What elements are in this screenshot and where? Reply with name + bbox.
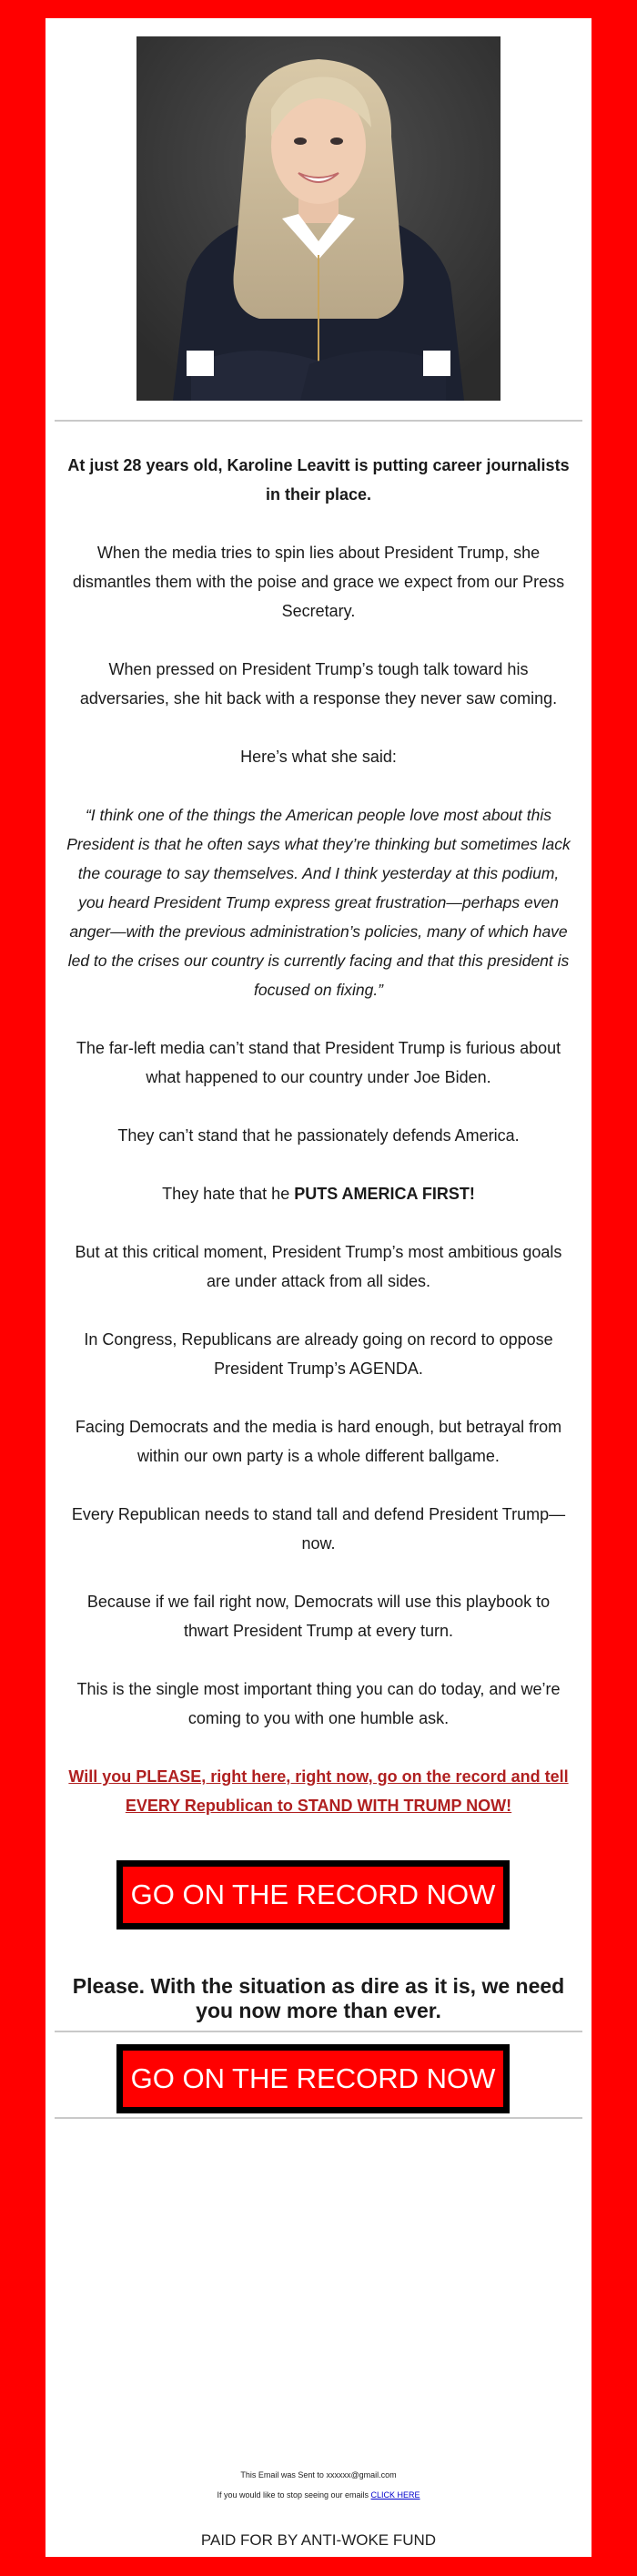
paragraph: But at this critical moment, President Trump’s most ambitious goals are under attack from all sides. — [75, 1243, 562, 1290]
paragraph: Facing Democrats and the media is hard enough, but betrayal from within our own party is a whole different ballgame. — [75, 1418, 562, 1465]
paragraph: Here’s what she said: — [240, 748, 397, 766]
divider-middle — [55, 2031, 582, 2032]
paragraph-prefix: They hate that he — [162, 1185, 295, 1203]
unsubscribe-prefix: If you would like to stop seeing our emails — [217, 2490, 371, 2500]
portrait-illustration — [136, 36, 500, 401]
divider-bottom — [55, 2117, 582, 2119]
email-body — [64, 451, 573, 1849]
go-on-record-button-secondary[interactable]: GO ON THE RECORD NOW — [118, 2046, 508, 2112]
hero-portrait-image — [136, 36, 500, 401]
paragraph-america-first — [64, 1179, 573, 1208]
cta-paragraph — [64, 1762, 573, 1820]
paragraph: When the media tries to spin lies about President Trump, she dismantles them with the poise and grace we expect from our Press Secretary. — [72, 544, 565, 620]
email-card — [46, 18, 592, 2557]
paragraph: When pressed on President Trump’s tough talk toward his adversaries, she hit back with a response they never saw coming. — [79, 660, 558, 708]
paragraph: In Congress, Republicans are already going on record to oppose President Trump’s AGENDA. — [84, 1330, 553, 1378]
america-first-emphasis: PUTS AMERICA FIRST! — [294, 1185, 475, 1203]
paid-for-disclaimer: PAID FOR BY ANTI-WOKE FUND — [200, 2531, 437, 2549]
paragraph: They can’t stand that he passionately defends America. — [117, 1126, 520, 1145]
paragraph: Because if we fail right now, Democrats will use this playbook to thwart President Trump at every turn. — [86, 1593, 551, 1640]
divider-top — [55, 420, 582, 422]
unsubscribe-link[interactable]: CLICK HERE — [370, 2490, 420, 2500]
paragraph: This is the single most important thing you can do today, and we’re coming to you with one humble ask. — [76, 1680, 561, 1727]
footer-unsubscribe — [46, 2490, 592, 2500]
go-on-record-button-primary[interactable]: GO ON THE RECORD NOW — [118, 1862, 508, 1928]
press-quote: “I think one of the things the American people love most about this President is that he often says what they’re thinking but sometimes lack the courage to say themselves. And I think yesterday at this podium, you heard President Trump express great frustration—perhaps even anger—with the previous administration’s policies, many of which have led to the crises our country is currently facing and that this president is focused on fixing.” — [66, 806, 571, 999]
footer-sent-to: This Email was Sent to xxxxxx@gmail.com — [240, 2470, 397, 2479]
plea-heading: Please. With the situation as dire as it is, we need you now more than ever. — [72, 1974, 565, 2022]
cta-link[interactable]: Will you PLEASE, right here, right now, go on the record and tell EVERY Republican to STAND WITH TRUMP NOW! — [68, 1767, 569, 1815]
paragraph: The far-left media can’t stand that President Trump is furious about what happened to our country under Joe Biden. — [76, 1039, 561, 1086]
paragraph: Every Republican needs to stand tall and defend President Trump—now. — [71, 1505, 566, 1553]
lead-paragraph: At just 28 years old, Karoline Leavitt is putting career journalists in their place. — [67, 456, 570, 504]
